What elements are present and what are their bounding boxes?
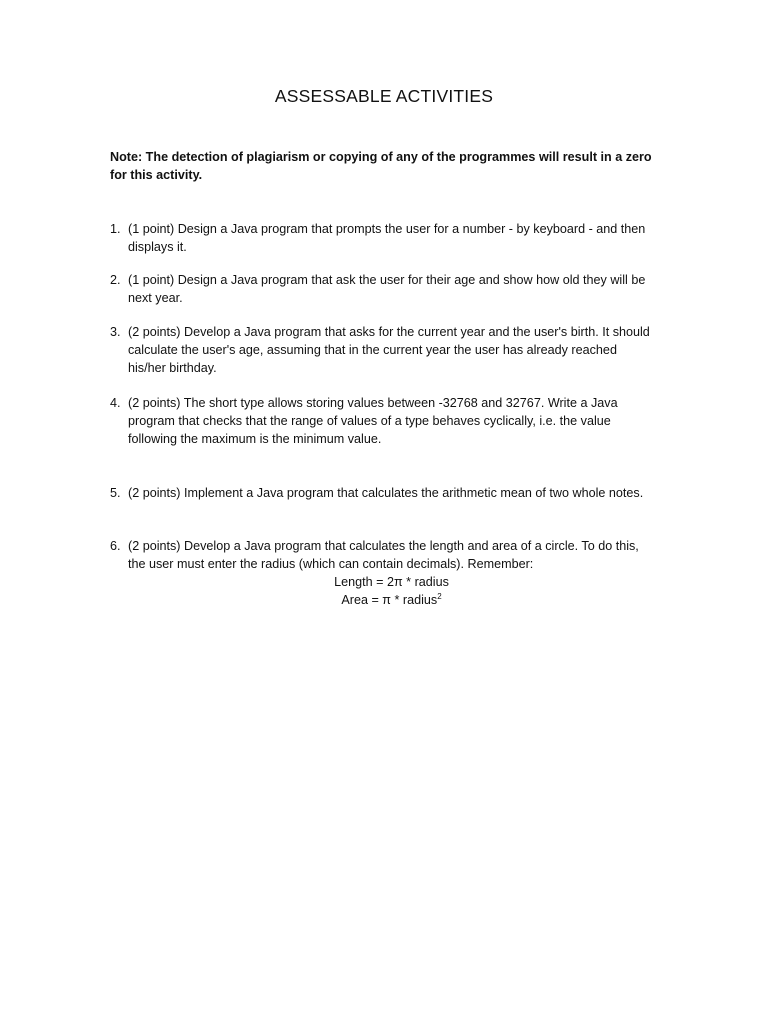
- item-text: (2 points) Develop a Java program that asks for the current year and the user's birth. It should calculate the user's age, assuming that in the current year the user has already reached his/her birthday.: [128, 325, 650, 375]
- page-title: ASSESSABLE ACTIVITIES: [274, 86, 494, 106]
- item-text: (2 points) Implement a Java program that calculates the arithmetic mean of two whole notes.: [128, 486, 644, 500]
- area-formula-text: Area = π * radius: [341, 593, 438, 607]
- item-number: 4.: [110, 396, 121, 410]
- area-formula-exponent: 2: [437, 591, 442, 601]
- item-text: (2 points) Develop a Java program that calculates the length and area of a circle. To do this, the user must enter the radius (which can contain decimals). Remember:: [128, 539, 639, 571]
- item-number: 5.: [110, 486, 121, 500]
- length-formula: Length = 2π * radius: [334, 575, 449, 589]
- plagiarism-note: Note: The detection of plagiarism or copying of any of the programmes will result in a zero for this activity.: [110, 150, 652, 182]
- item-text: (1 point) Design a Java program that prompts the user for a number - by keyboard - and then displays it.: [128, 222, 646, 254]
- item-number: 2.: [110, 273, 121, 287]
- list-item: [110, 394, 655, 448]
- item-number: 6.: [110, 539, 121, 553]
- list-item: [110, 220, 655, 256]
- item-text: (2 points) The short type allows storing values between -32768 and 32767. Write a Java program that checks that the range of values of a type behaves cyclically, i.e. the value following the maximum is the minimum value.: [128, 396, 618, 446]
- list-item: [110, 323, 655, 377]
- list-item: [110, 484, 655, 502]
- list-item: [110, 537, 655, 609]
- item-text: (1 point) Design a Java program that ask the user for their age and show how old they will be next year.: [128, 273, 646, 305]
- area-formula: [128, 591, 655, 609]
- item-number: 3.: [110, 325, 121, 339]
- list-item: [110, 271, 655, 307]
- item-number: 1.: [110, 222, 121, 236]
